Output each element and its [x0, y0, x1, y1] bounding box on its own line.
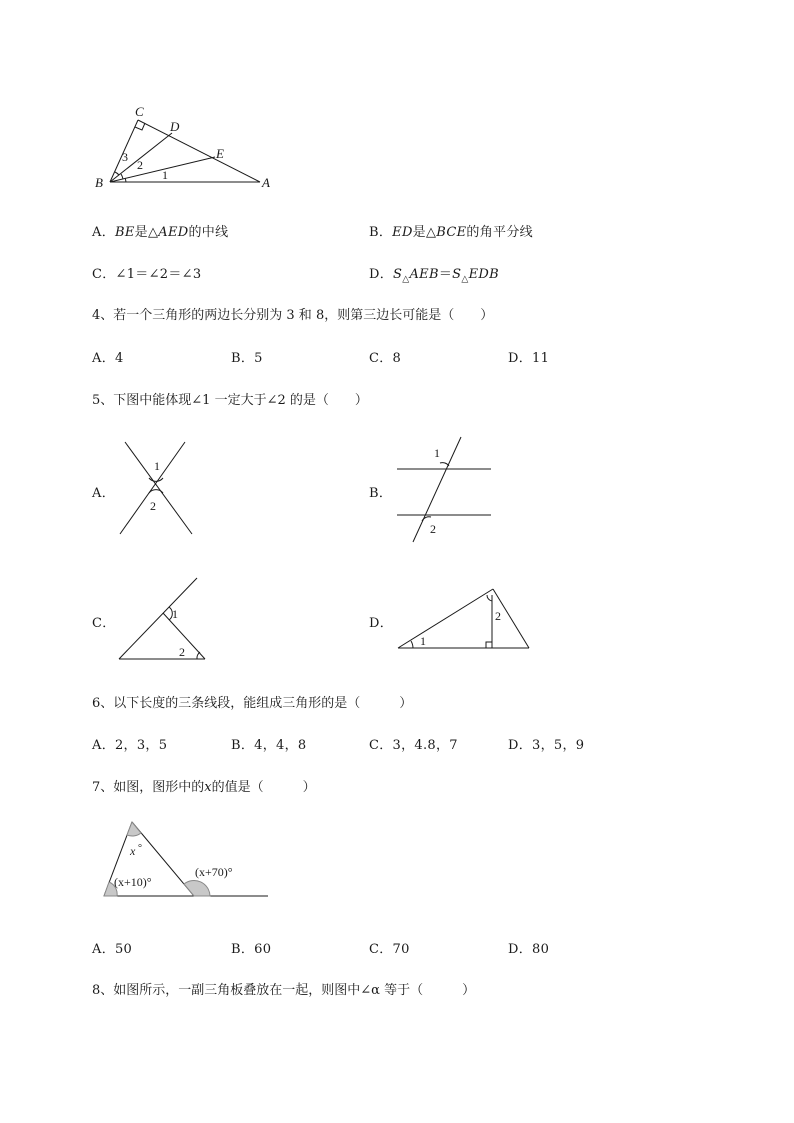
q3-option-c[interactable]: C．∠1＝∠2＝∠3	[92, 267, 202, 282]
angle-arc-3	[115, 172, 119, 175]
svg-text:2: 2	[150, 499, 156, 513]
angle-label-2: 2	[137, 158, 143, 172]
svg-text:2: 2	[495, 609, 501, 623]
q7-triangle-figure	[100, 818, 275, 903]
svg-text:°: °	[138, 843, 142, 854]
angle-arc-2	[121, 174, 123, 179]
q5-figure-c	[115, 575, 210, 665]
q6-option-d[interactable]: D．3，5，9	[508, 738, 585, 753]
q4-option-b[interactable]: B．5	[231, 351, 263, 366]
q5-option-a[interactable]: A．	[92, 486, 115, 501]
q7-option-d[interactable]: D．80	[508, 942, 550, 957]
q4-option-d[interactable]: D．11	[508, 351, 550, 366]
svg-text:1: 1	[154, 459, 160, 473]
q6-option-a[interactable]: A．2，3，5	[92, 738, 168, 753]
q5-option-d[interactable]: D．	[369, 616, 394, 631]
q5-figure-b	[395, 435, 495, 545]
q3-option-d[interactable]: D．$S_\triangle AEB=S_\triangle EDB$	[369, 267, 499, 285]
label-E: E	[216, 146, 224, 161]
label-B: B	[95, 175, 103, 190]
q5-stem: 5、下图中能体现∠1 一定大于∠2 的是（ ）	[92, 393, 368, 408]
label-C: C	[135, 104, 144, 119]
q6-stem: 6、以下长度的三条线段，能组成三角形的是（ ）	[92, 696, 413, 711]
q4-stem: 4、若一个三角形的两边长分别为 3 和 8，则第三边长可能是（ ）	[92, 308, 494, 323]
q3-option-a[interactable]: A．BE是△AED的中线	[92, 225, 229, 240]
svg-text:1: 1	[172, 607, 178, 621]
q5-option-b[interactable]: B．	[369, 486, 393, 501]
q6-option-c[interactable]: C．3，4.8，7	[369, 738, 458, 753]
q5-figure-a	[115, 438, 195, 538]
svg-text:1: 1	[434, 446, 440, 460]
svg-text:(x+70)°: (x+70)°	[195, 865, 233, 879]
q4-option-a[interactable]: A．4	[92, 351, 124, 366]
angle-label-3: 3	[122, 150, 128, 164]
label-A: A	[262, 175, 270, 190]
q5-figure-d	[395, 585, 535, 655]
q7-option-b[interactable]: B．60	[231, 942, 272, 957]
angle-label-1: 1	[162, 168, 168, 182]
q4-option-c[interactable]: C．8	[369, 351, 402, 366]
label-D: D	[170, 119, 180, 134]
segment-CA	[138, 120, 260, 182]
q3-triangle-figure	[90, 100, 280, 195]
svg-text:(x+10)°: (x+10)°	[114, 875, 152, 889]
svg-text:2: 2	[179, 645, 185, 659]
q3-option-b[interactable]: B．ED是△BCE的角平分线	[369, 225, 533, 240]
svg-text:1: 1	[420, 634, 426, 648]
q7-stem: 7、如图，图形中的x的值是（ ）	[92, 780, 316, 795]
q5-option-c[interactable]: C．	[92, 616, 116, 631]
q7-option-a[interactable]: A．50	[92, 942, 133, 957]
svg-text:2: 2	[430, 522, 436, 536]
q6-option-b[interactable]: B．4，4，8	[231, 738, 307, 753]
svg-text:x: x	[130, 844, 136, 858]
q7-option-c[interactable]: C．70	[369, 942, 410, 957]
q8-stem: 8、如图所示，一副三角板叠放在一起，则图中∠α 等于（ ）	[92, 983, 476, 998]
